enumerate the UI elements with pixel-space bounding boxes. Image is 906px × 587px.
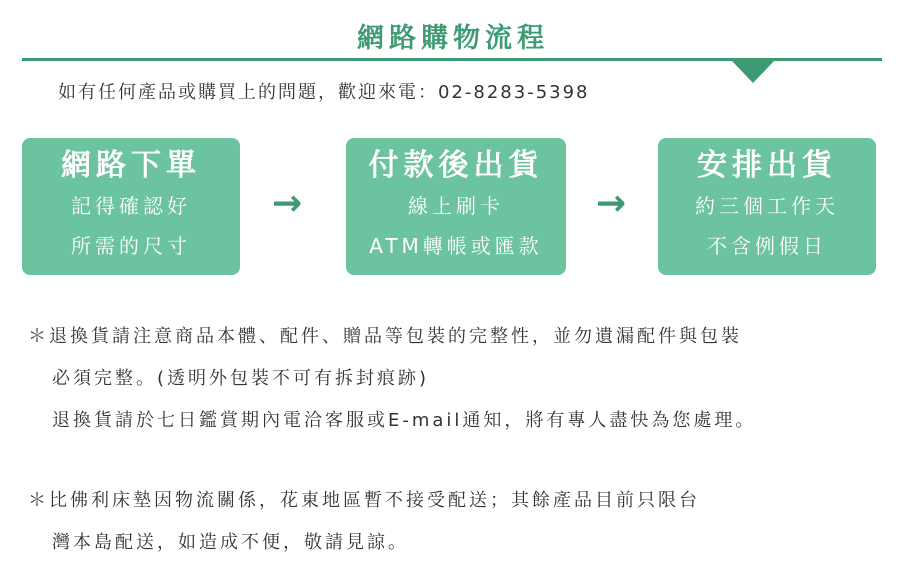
arrow-right-icon: →: [272, 183, 303, 224]
contact-info: 如有任何產品或購買上的問題，歡迎來電：02-8283-5398: [58, 82, 590, 103]
divider-notch: [732, 61, 774, 83]
step-title: 付款後出貨: [368, 148, 544, 183]
step-pay-ship: [346, 138, 566, 275]
page-title: 網路購物流程: [357, 23, 549, 54]
notes-section: [28, 316, 898, 564]
note-delivery-line2: 灣本島配送，如造成不便，敬請見諒。: [52, 532, 409, 553]
step-order-online: [22, 138, 240, 275]
arrow-right-icon: →: [596, 183, 627, 224]
step-line: 記得確認好: [71, 194, 191, 218]
step-line: 約三個工作天: [695, 194, 839, 218]
note-return-line1: ＊退換貨請注意商品本體、配件、贈品等包裝的完整性，並勿遺漏配件與包裝: [28, 326, 742, 347]
step-arrange-shipping: [658, 138, 876, 275]
step-line: ATM轉帳或匯款: [369, 234, 543, 258]
step-line: 不含例假日: [707, 234, 827, 258]
step-title: 安排出貨: [697, 148, 837, 183]
note-return-line3: 退換貨請於七日鑑賞期內電洽客服或E-mail通知，將有專人盡快為您處理。: [52, 410, 757, 431]
note-delivery-line1: ＊比佛利床墊因物流關係，花東地區暫不接受配送；其餘產品目前只限台: [28, 490, 700, 511]
step-line: 線上刷卡: [408, 194, 504, 218]
step-line: 所需的尺寸: [71, 234, 191, 258]
step-title: 網路下單: [61, 148, 201, 183]
note-return-line2: 必須完整。(透明外包裝不可有拆封痕跡): [52, 368, 430, 389]
